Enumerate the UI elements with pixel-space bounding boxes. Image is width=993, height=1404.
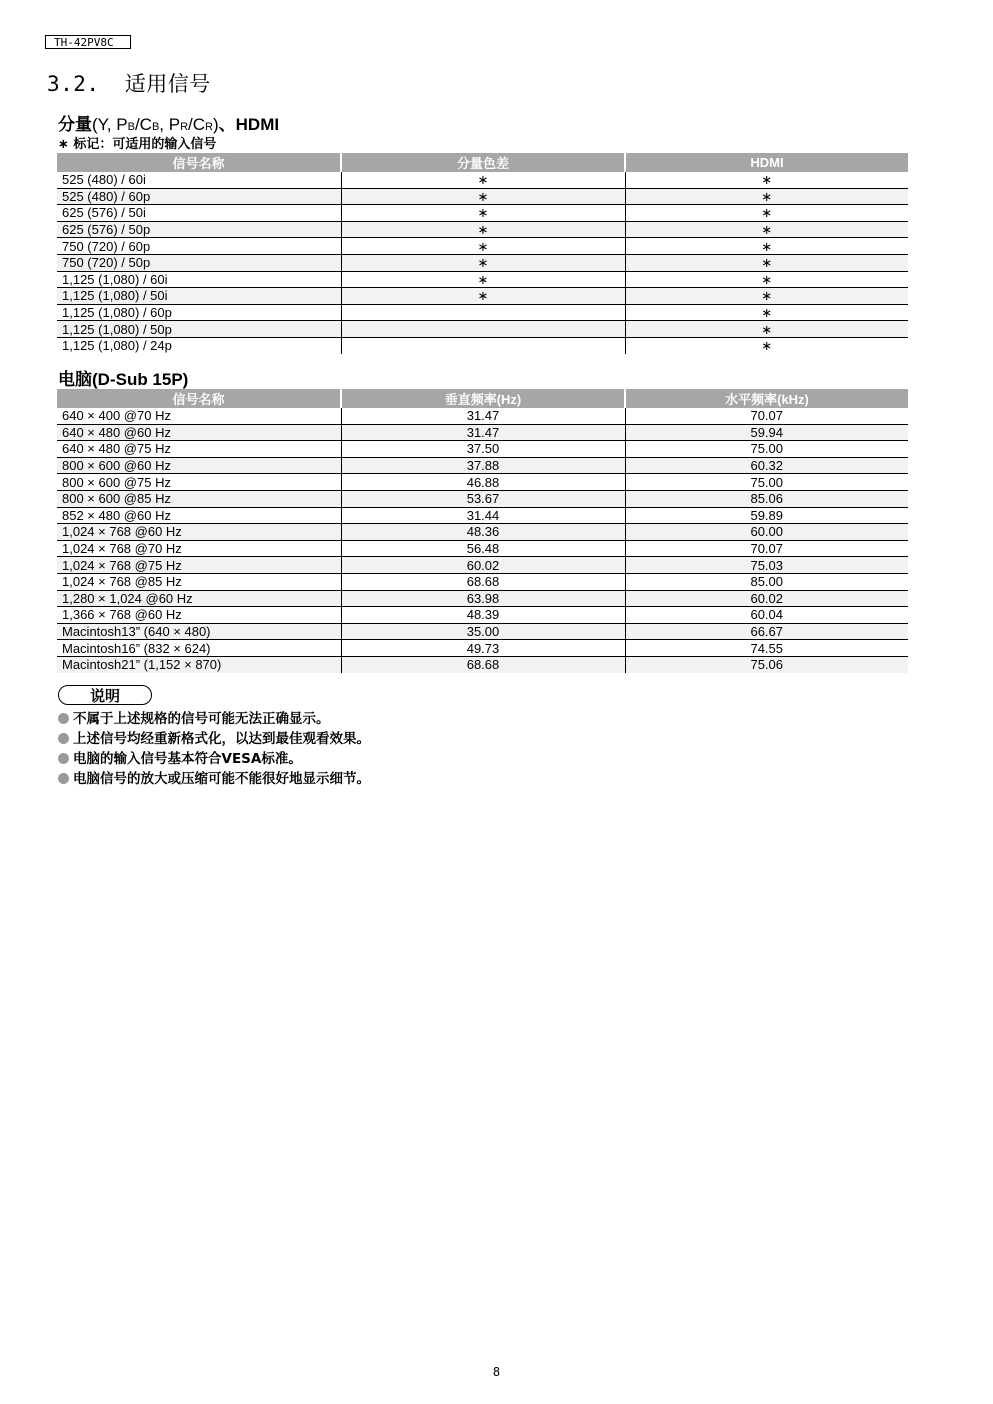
pc-heading-cn: 电脑	[58, 370, 92, 389]
note-item	[58, 729, 370, 749]
table-row	[57, 321, 908, 338]
table-row	[57, 607, 908, 624]
column-header-vertical-frequency: 垂直频率(Hz)	[341, 389, 625, 408]
table-cell-name: 640 × 480 @60 Hz	[57, 424, 341, 441]
bullet-icon	[58, 713, 69, 724]
table-cell-component	[341, 304, 625, 321]
table-row	[57, 474, 908, 491]
table-cell-name: 625 (576) / 50p	[57, 221, 341, 238]
table-row	[57, 424, 908, 441]
table-cell-vertical: 48.36	[341, 524, 625, 541]
table-cell-name: 1,125 (1,080) / 50p	[57, 321, 341, 338]
table-row	[57, 172, 908, 188]
table-row	[57, 337, 908, 353]
component-heading-close: )	[212, 115, 219, 134]
notes-badge: 说明	[58, 685, 152, 705]
table-cell-vertical: 37.50	[341, 441, 625, 458]
section-title-text: 适用信号	[124, 72, 211, 96]
table-cell-horizontal: 75.06	[625, 656, 908, 672]
table-cell-hdmi: ∗	[625, 205, 908, 222]
component-heading-r: R	[180, 121, 189, 133]
table-cell-name: 852 × 480 @60 Hz	[57, 507, 341, 524]
table-row	[57, 507, 908, 524]
table-row	[57, 640, 908, 657]
table-cell-vertical: 49.73	[341, 640, 625, 657]
table-cell-name: Macintosh21” (1,152 × 870)	[57, 656, 341, 672]
table-cell-hdmi: ∗	[625, 288, 908, 305]
table-cell-component: ∗	[341, 254, 625, 271]
table-cell-component: ∗	[341, 188, 625, 205]
table-cell-name: 1,280 × 1,024 @60 Hz	[57, 590, 341, 607]
note-item	[58, 769, 370, 789]
model-number-box: TH-42PV8C	[45, 35, 131, 49]
table-cell-name: 1,024 × 768 @85 Hz	[57, 573, 341, 590]
table-row	[57, 490, 908, 507]
table-cell-hdmi: ∗	[625, 254, 908, 271]
bullet-icon	[58, 773, 69, 784]
component-heading-b: B	[127, 121, 135, 133]
table-cell-horizontal: 70.07	[625, 540, 908, 557]
table-cell-name: Macintosh16” (832 × 624)	[57, 640, 341, 657]
table-row	[57, 205, 908, 222]
section-number: 3.2.	[47, 72, 100, 96]
table-cell-name: 800 × 600 @85 Hz	[57, 490, 341, 507]
table-row	[57, 524, 908, 541]
bullet-icon	[58, 733, 69, 744]
table-cell-name: Macintosh13” (640 × 480)	[57, 623, 341, 640]
table-cell-horizontal: 85.06	[625, 490, 908, 507]
component-heading-cr: /C	[188, 115, 206, 134]
component-heading-pr: , P	[159, 115, 181, 134]
table-cell-name: 1,366 × 768 @60 Hz	[57, 607, 341, 624]
pc-heading	[58, 365, 188, 390]
note-text: 不属于上述规格的信号可能无法正确显示。	[73, 711, 330, 727]
table-cell-vertical: 35.00	[341, 623, 625, 640]
table-cell-name: 525 (480) / 60p	[57, 188, 341, 205]
component-signal-table	[57, 153, 908, 354]
table-cell-name: 1,024 × 768 @70 Hz	[57, 540, 341, 557]
table-row	[57, 656, 908, 672]
table-cell-horizontal: 75.03	[625, 557, 908, 574]
note-text: 上述信号均经重新格式化，以达到最佳观看效果。	[73, 731, 370, 747]
table-cell-component: ∗	[341, 221, 625, 238]
table-cell-horizontal: 59.94	[625, 424, 908, 441]
component-heading	[58, 110, 279, 135]
table-cell-hdmi: ∗	[625, 188, 908, 205]
table-cell-vertical: 56.48	[341, 540, 625, 557]
component-heading-r2: R	[205, 121, 213, 133]
component-heading-sep: 、	[218, 115, 236, 134]
table-row	[57, 573, 908, 590]
table-cell-horizontal: 70.07	[625, 408, 908, 424]
table-cell-horizontal: 60.32	[625, 457, 908, 474]
table-cell-hdmi: ∗	[625, 221, 908, 238]
component-heading-y: (Y, P	[92, 115, 128, 134]
table-cell-hdmi: ∗	[625, 337, 908, 353]
table-row	[57, 188, 908, 205]
table-cell-horizontal: 60.04	[625, 607, 908, 624]
table-cell-vertical: 31.47	[341, 408, 625, 424]
table-cell-component: ∗	[341, 205, 625, 222]
page-number: 8	[492, 1365, 501, 1379]
table-cell-hdmi: ∗	[625, 238, 908, 255]
table-cell-vertical: 68.68	[341, 573, 625, 590]
bullet-icon	[58, 753, 69, 764]
table-row	[57, 441, 908, 458]
legend-note: ∗ 标记：可适用的输入信号	[58, 137, 217, 152]
table-cell-vertical: 60.02	[341, 557, 625, 574]
table-cell-name: 640 × 480 @75 Hz	[57, 441, 341, 458]
table-cell-name: 640 × 400 @70 Hz	[57, 408, 341, 424]
pc-signal-table	[57, 389, 908, 673]
component-heading-cb: /C	[134, 115, 152, 134]
table-cell-name: 750 (720) / 50p	[57, 254, 341, 271]
table-cell-horizontal: 85.00	[625, 573, 908, 590]
table-cell-horizontal: 59.89	[625, 507, 908, 524]
table-cell-vertical: 48.39	[341, 607, 625, 624]
table-cell-horizontal: 75.00	[625, 441, 908, 458]
table-cell-name: 1,024 × 768 @75 Hz	[57, 557, 341, 574]
table-cell-vertical: 53.67	[341, 490, 625, 507]
column-header-horizontal-frequency: 水平频率(kHz)	[625, 389, 908, 408]
note-text: 电脑信号的放大或压缩可能不能很好地显示细节。	[73, 771, 370, 787]
table-cell-component: ∗	[341, 238, 625, 255]
column-header-component: 分量色差	[341, 153, 625, 172]
table-cell-name: 800 × 600 @75 Hz	[57, 474, 341, 491]
table-row	[57, 254, 908, 271]
table-cell-vertical: 46.88	[341, 474, 625, 491]
table-row	[57, 288, 908, 305]
component-heading-cn: 分量	[58, 115, 92, 134]
table-row	[57, 540, 908, 557]
table-header-row	[57, 153, 908, 172]
table-cell-horizontal: 66.67	[625, 623, 908, 640]
table-cell-hdmi: ∗	[625, 321, 908, 338]
table-cell-vertical: 68.68	[341, 656, 625, 672]
table-cell-name: 625 (576) / 50i	[57, 205, 341, 222]
table-cell-name: 525 (480) / 60i	[57, 172, 341, 188]
table-cell-component: ∗	[341, 172, 625, 188]
table-row	[57, 271, 908, 288]
table-row	[57, 304, 908, 321]
component-heading-b2: B	[151, 121, 160, 133]
table-row	[57, 221, 908, 238]
table-cell-component	[341, 337, 625, 353]
column-header-hdmi: HDMI	[625, 153, 908, 172]
column-header-signal-name: 信号名称	[57, 153, 341, 172]
table-cell-vertical: 63.98	[341, 590, 625, 607]
table-cell-horizontal: 75.00	[625, 474, 908, 491]
column-header-signal-name: 信号名称	[57, 389, 341, 408]
table-row	[57, 238, 908, 255]
table-cell-name: 1,024 × 768 @60 Hz	[57, 524, 341, 541]
table-row	[57, 408, 908, 424]
table-cell-vertical: 31.47	[341, 424, 625, 441]
table-cell-component: ∗	[341, 271, 625, 288]
table-cell-name: 1,125 (1,080) / 50i	[57, 288, 341, 305]
note-item	[58, 749, 370, 769]
table-cell-name: 1,125 (1,080) / 24p	[62, 338, 172, 354]
table-cell-component	[341, 321, 625, 338]
component-heading-hdmi: HDMI	[235, 115, 280, 134]
notes-list	[58, 709, 370, 789]
note-item	[58, 709, 370, 729]
pc-heading-rest: (D-Sub 15P)	[92, 370, 189, 389]
table-cell-horizontal: 60.00	[625, 524, 908, 541]
table-cell-hdmi: ∗	[625, 304, 908, 321]
table-row	[57, 457, 908, 474]
table-cell-name: 750 (720) / 60p	[57, 238, 341, 255]
table-cell-name: 1,125 (1,080) / 60p	[57, 304, 341, 321]
table-row	[57, 590, 908, 607]
table-cell-name: 800 × 600 @60 Hz	[57, 457, 341, 474]
table-cell-horizontal: 60.02	[625, 590, 908, 607]
table-cell-hdmi: ∗	[625, 172, 908, 188]
table-row	[57, 623, 908, 640]
section-title	[47, 68, 211, 98]
table-row	[57, 557, 908, 574]
table-cell-vertical: 31.44	[341, 507, 625, 524]
table-cell-horizontal: 74.55	[625, 640, 908, 657]
table-cell-vertical: 37.88	[341, 457, 625, 474]
table-cell-component: ∗	[341, 288, 625, 305]
table-cell-name: 1,125 (1,080) / 60i	[57, 271, 341, 288]
note-text: 电脑的输入信号基本符合VESA标准。	[73, 751, 302, 767]
table-header-row	[57, 389, 908, 408]
table-cell-hdmi: ∗	[625, 271, 908, 288]
